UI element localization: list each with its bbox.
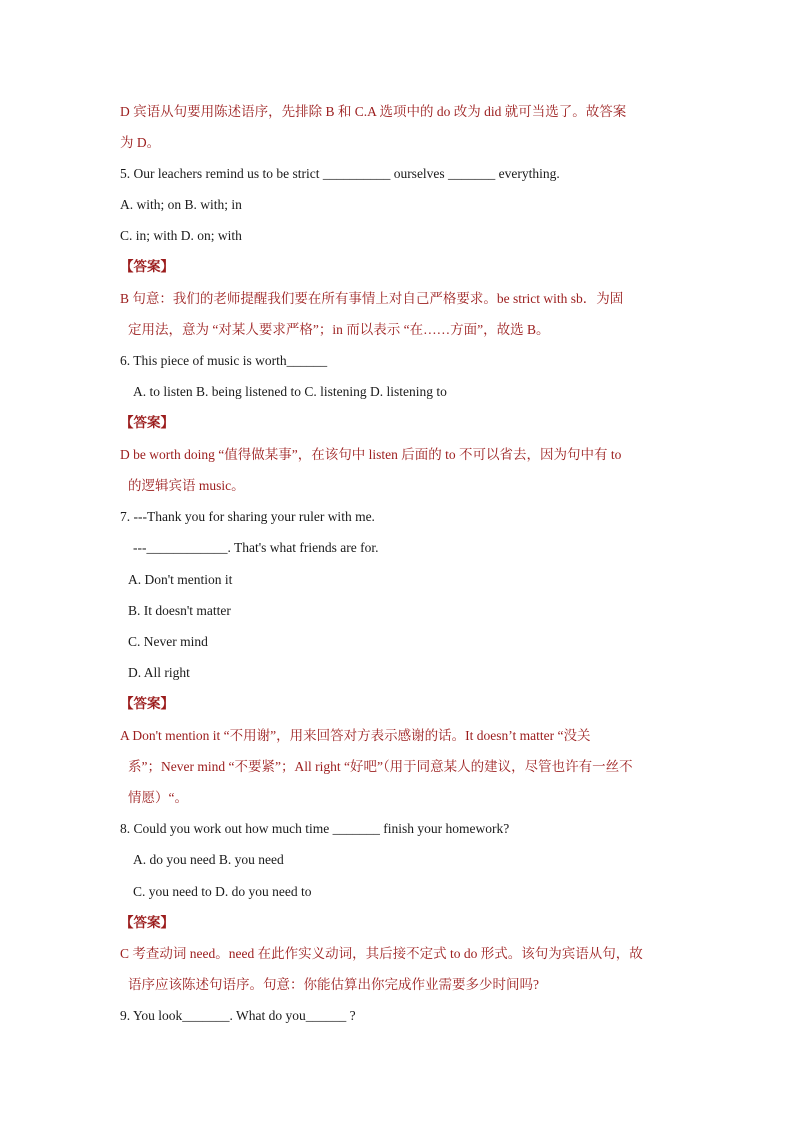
q6-options: A. to listen B. being listened to C. listening D. listening to <box>133 384 447 399</box>
q8-explanation-line-1: C 考查动词 need。need 在此作实义动词，其后接不定式 to do 形式。该句为宾语从句，故 <box>120 946 643 961</box>
q6-explanation-line-1: D be worth doing “值得做某事”，在该句中 listen 后面的 to 不可以省去，因为句中有 to <box>120 447 622 462</box>
q7-stem-line-1: 7. ---Thank you for sharing your ruler with me. <box>120 509 375 524</box>
q7-option-c: C. Never mind <box>128 634 208 649</box>
q6-stem: 6. This piece of music is worth______ <box>120 353 328 368</box>
q8-options-ab: A. do you need B. you need <box>133 852 284 867</box>
q4-explanation-line-2: 为 D。 <box>120 135 161 150</box>
q6-answer-label: 【答案】 <box>120 415 174 430</box>
q9-stem: 9. You look_______. What do you______ ? <box>120 1008 356 1023</box>
q5-explanation-line-2: 定用法，意为 “对某人要求严格”；in 而以表示 “在……方面”，故选 B。 <box>128 322 550 337</box>
q4-explanation-line-1: D 宾语从句要用陈述语序，先排除 B 和 C.A 选项中的 do 改为 did 就可当选了。故答案 <box>120 104 627 119</box>
q5-options-cd: C. in; with D. on; with <box>120 228 242 243</box>
q7-explanation-line-3: 情愿）“。 <box>128 790 188 805</box>
q7-option-b: B. It doesn't matter <box>128 603 231 618</box>
q8-explanation-line-2: 语序应该陈述句语序。句意：你能估算出你完成作业需要多少时间吗? <box>128 977 539 992</box>
q5-explanation-line-1: B 句意：我们的老师提醒我们要在所有事情上对自己严格要求。be strict with sb．为固 <box>120 291 624 306</box>
q5-options-ab: A. with; on B. with; in <box>120 197 242 212</box>
q5-stem: 5. Our leachers remind us to be strict __________ ourselves _______ everything. <box>120 166 560 181</box>
q8-answer-label: 【答案】 <box>120 915 174 930</box>
q7-stem-line-2: ---____________. That's what friends are for. <box>133 540 379 555</box>
q7-explanation-line-1: A Don't mention it “不用谢”，用来回答对方表示感谢的话。It doesn’t matter “没关 <box>120 728 591 743</box>
q7-option-a: A. Don't mention it <box>128 572 233 587</box>
q7-option-d: D. All right <box>128 665 190 680</box>
q8-options-cd: C. you need to D. do you need to <box>133 884 312 899</box>
q6-explanation-line-2: 的逻辑宾语 music。 <box>128 478 245 493</box>
q8-stem: 8. Could you work out how much time _______ finish your homework? <box>120 821 510 836</box>
q7-explanation-line-2: 系”；Never mind “不要紧”；All right “好吧”（用于同意某人的建议，尽管也许有一丝不 <box>128 759 633 774</box>
q5-answer-label: 【答案】 <box>120 259 174 274</box>
q7-answer-label: 【答案】 <box>120 696 174 711</box>
